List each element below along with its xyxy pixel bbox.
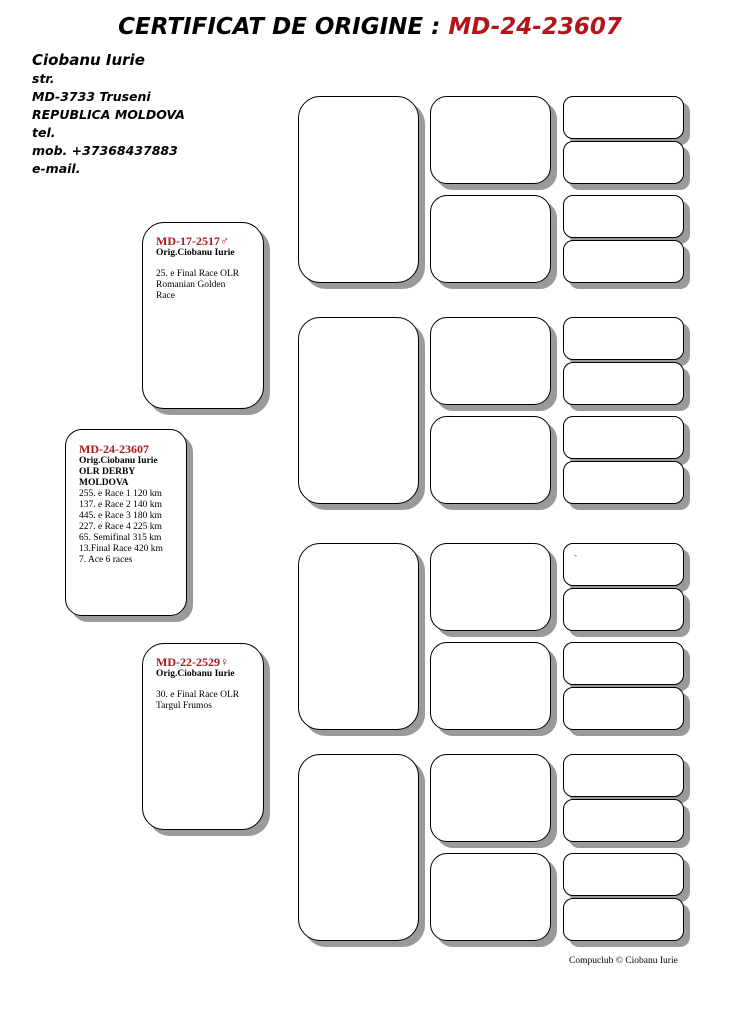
- title-prefix: CERTIFICAT DE ORIGINE :: [118, 14, 449, 40]
- great-grandparent-card: [430, 96, 551, 184]
- grandparent-card: [298, 754, 419, 941]
- subject-line: 227. e Race 4 225 km: [79, 522, 162, 532]
- dam-origin: Orig.Ciobanu Iurie: [156, 669, 235, 679]
- gg-grandparent-card: [563, 240, 684, 283]
- dam-results: [156, 690, 263, 712]
- sire-ring: MD-17-2517: [156, 234, 220, 248]
- gg-grandparent-card: [563, 799, 684, 842]
- owner-name: Ciobanu Iurie: [32, 51, 145, 69]
- sire-results: [156, 269, 263, 302]
- subject-line: 445. e Race 3 180 km: [79, 511, 162, 521]
- sire-origin: Orig.Ciobanu Iurie: [156, 248, 235, 258]
- great-grandparent-card: [430, 853, 551, 941]
- sire-line: Romanian Golden: [156, 280, 226, 290]
- gg-grandparent-card: [563, 687, 684, 730]
- owner-street: str.: [32, 71, 55, 86]
- subject-line: 255. e Race 1 120 km: [79, 489, 162, 499]
- gg-grandparent-card: [563, 588, 684, 631]
- dam-ring-line: [156, 655, 263, 669]
- certificate-title: [0, 14, 740, 40]
- great-grandparent-card: [430, 642, 551, 730]
- sire-card: [142, 222, 264, 409]
- male-symbol-icon: ♂: [219, 234, 229, 248]
- owner-country: REPUBLICA MOLDOVA: [32, 107, 185, 122]
- grandparent-card: [298, 317, 419, 504]
- subject-origin: Orig.Ciobanu Iurie: [79, 456, 158, 466]
- gg-grandparent-card: [563, 96, 684, 139]
- owner-tel: tel.: [32, 125, 56, 140]
- subject-results: [79, 467, 186, 566]
- dam-card: [142, 643, 264, 830]
- great-grandparent-card: [430, 317, 551, 405]
- gg-grandparent-card: [563, 853, 684, 896]
- owner-mobile: mob. +37368437883: [32, 143, 178, 158]
- gg-grandparent-card: [563, 362, 684, 405]
- great-grandparent-card: [430, 416, 551, 504]
- gg-grandparent-card: [563, 642, 684, 685]
- subject-ring: MD-24-23607: [79, 442, 149, 456]
- owner-city: MD-3733 Truseni: [32, 89, 151, 104]
- subject-line: 13.Final Race 420 km: [79, 544, 163, 554]
- footer-credit: Compuclub © Ciobanu Iurie: [569, 956, 678, 966]
- grandparent-card: [298, 96, 419, 283]
- gg-grandparent-card: [563, 754, 684, 797]
- subject-line: 137. e Race 2 140 km: [79, 500, 162, 510]
- sire-line: Race: [156, 291, 175, 301]
- great-grandparent-card: [430, 543, 551, 631]
- owner-email: e-mail.: [32, 161, 81, 176]
- gg-grandparent-card: [563, 195, 684, 238]
- grandparent-card: [298, 543, 419, 730]
- dam-line: 30. e Final Race OLR: [156, 690, 240, 700]
- gg-grandparent-card: [563, 141, 684, 184]
- gg-grandparent-card: [563, 317, 684, 360]
- dam-line: Targul Frumos: [156, 701, 212, 711]
- gg-grandparent-card: [563, 416, 684, 459]
- gg-grandparent-card: [563, 461, 684, 504]
- female-symbol-icon: ♀: [219, 655, 229, 669]
- sire-ring-line: [156, 234, 263, 248]
- subject-line: 7. Ace 6 races: [79, 555, 133, 565]
- ancestor-note: -: [574, 550, 577, 560]
- great-grandparent-card: [430, 754, 551, 842]
- subject-line: MOLDOVA: [79, 478, 129, 488]
- gg-grandparent-card: [563, 543, 684, 586]
- subject-line: 65. Semifinal 315 km: [79, 533, 162, 543]
- title-ring-number: MD-24-23607: [448, 14, 622, 40]
- gg-grandparent-card: [563, 898, 684, 941]
- great-grandparent-card: [430, 195, 551, 283]
- sire-line: 25. e Final Race OLR: [156, 269, 240, 279]
- subject-line: OLR DERBY: [79, 467, 136, 477]
- dam-ring: MD-22-2529: [156, 655, 220, 669]
- subject-card: [65, 429, 187, 616]
- owner-block: [32, 50, 185, 178]
